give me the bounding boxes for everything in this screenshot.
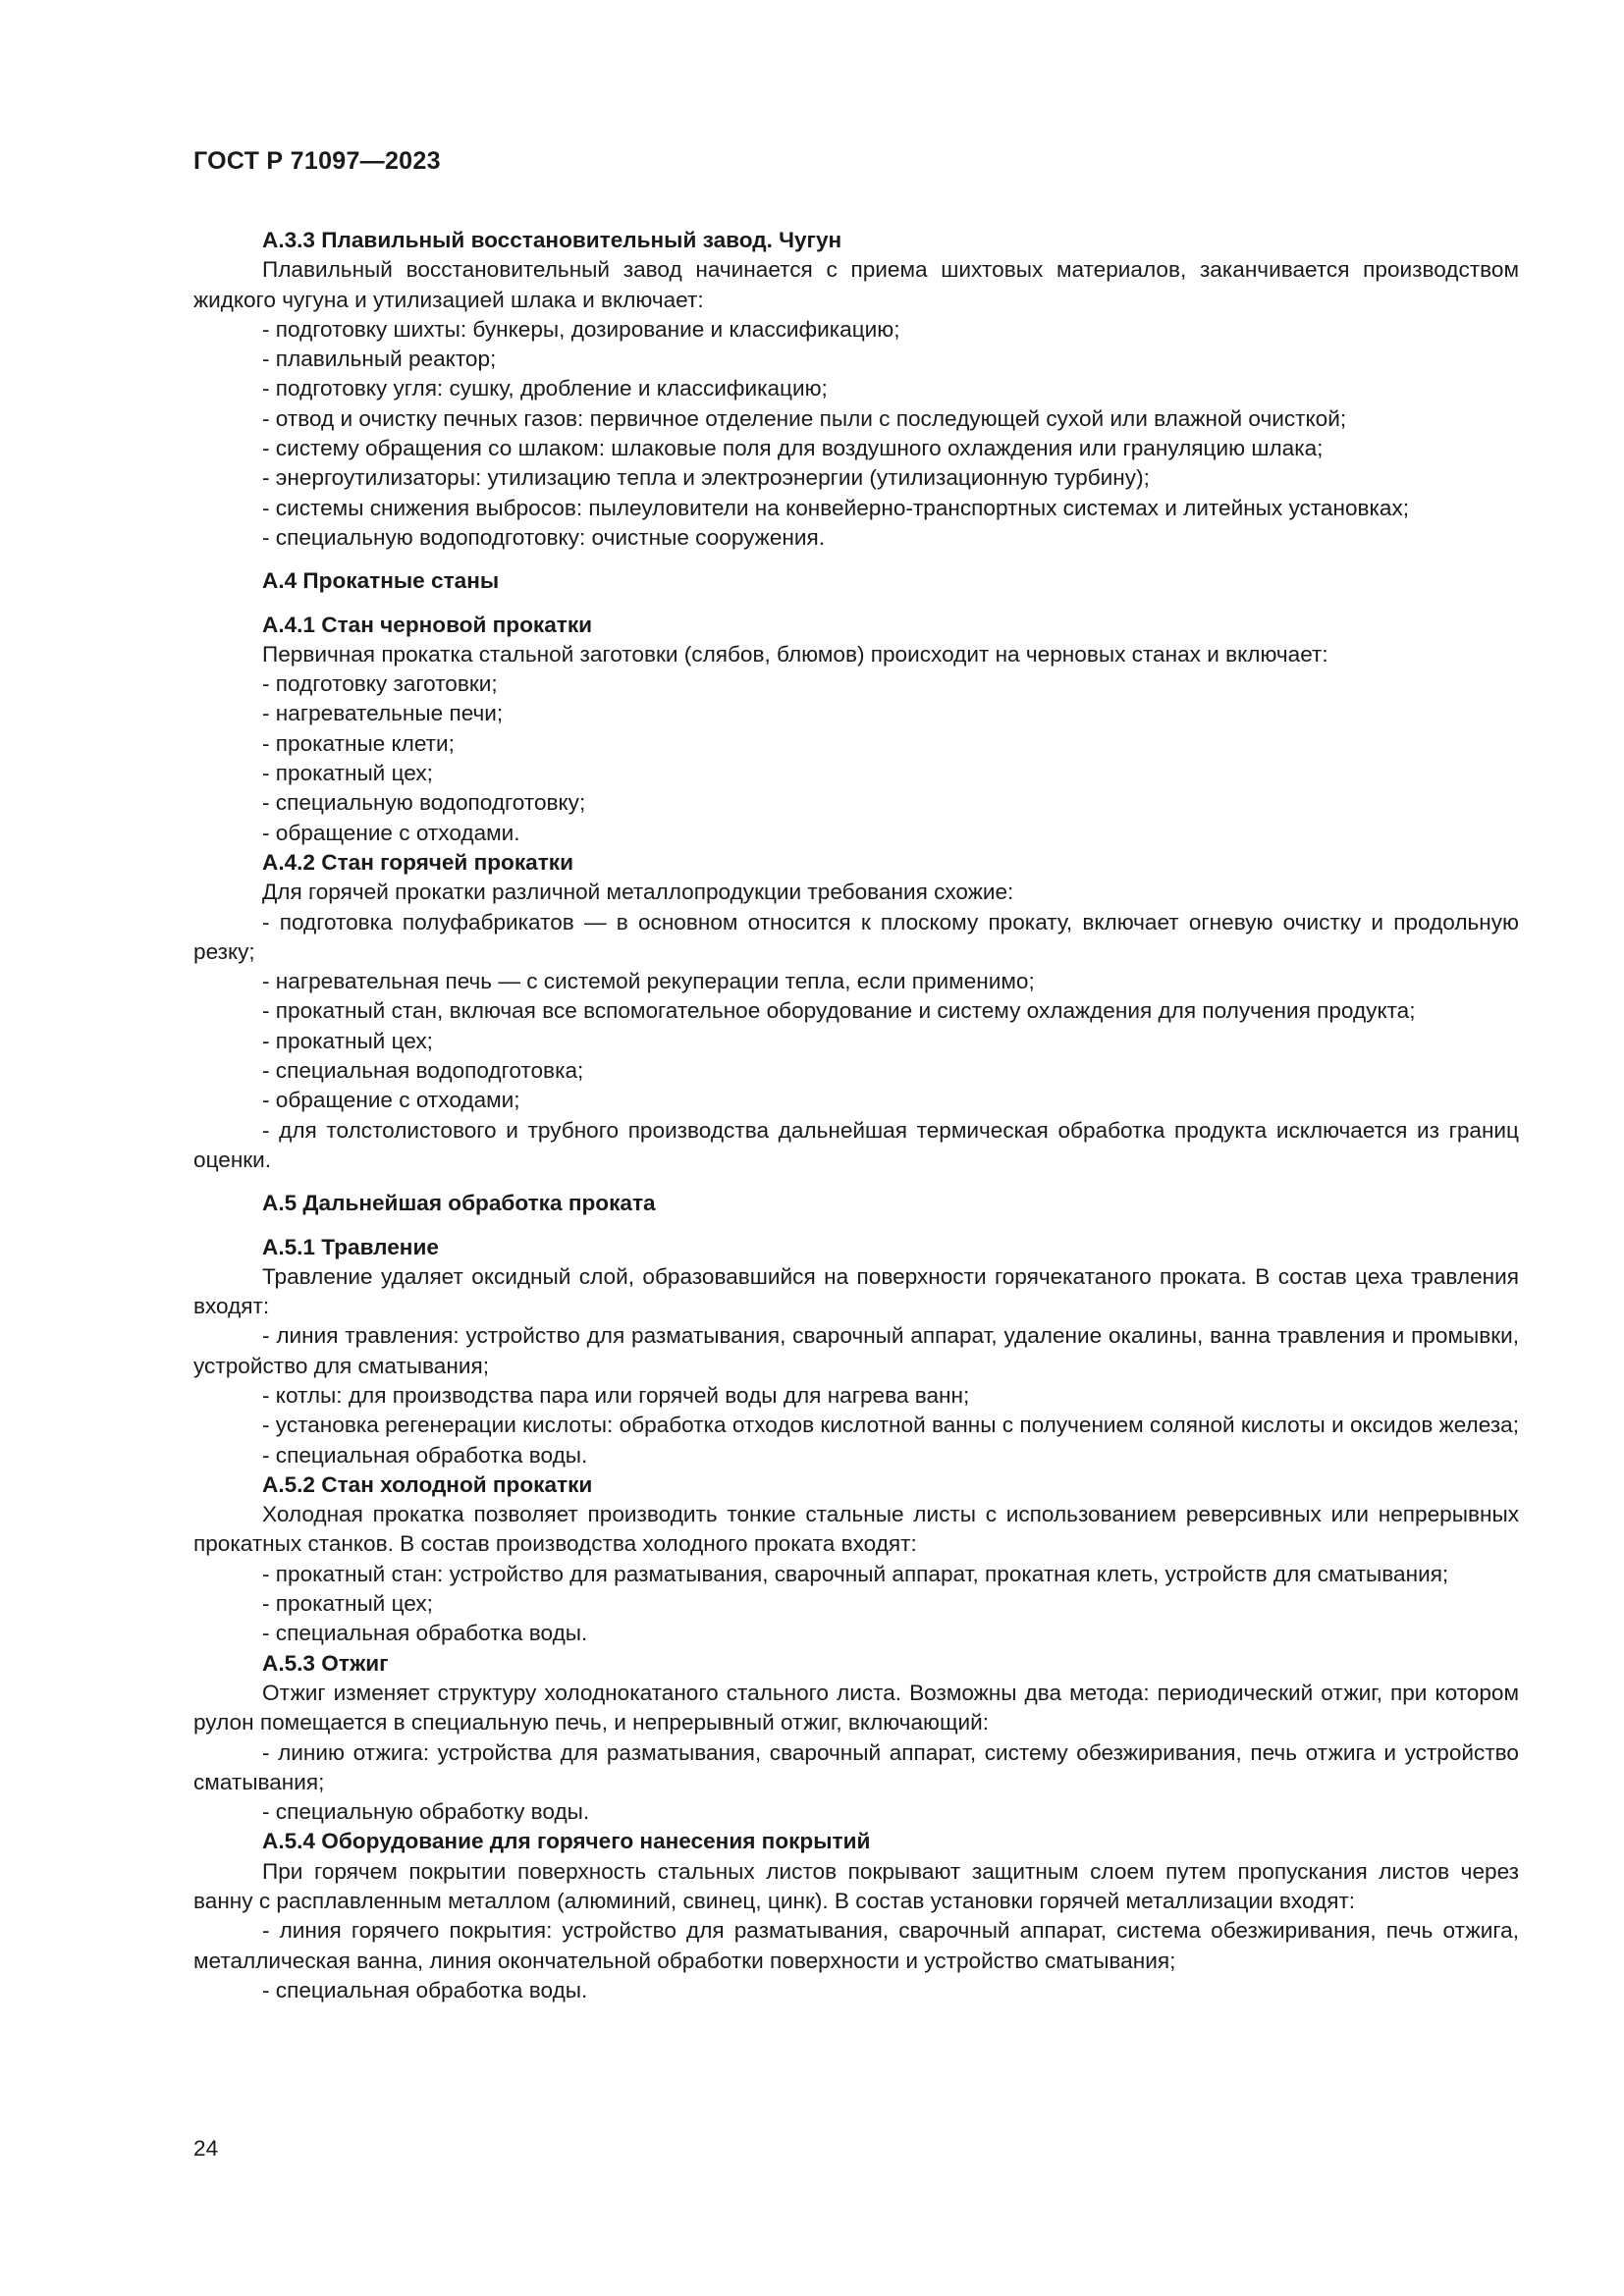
section-heading-a53: А.5.3 Отжиг	[262, 1650, 389, 1676]
list-item: - линию отжига: устройства для разматывания, сварочный аппарат, систему обезжиривания, печь отжига и устройство сматывания;	[193, 1739, 1519, 1794]
list-item: - специальная обработка воды.	[262, 1442, 588, 1468]
section-heading-a4: А.4 Прокатные станы	[262, 568, 500, 594]
section-heading-a51: А.5.1 Травление	[262, 1234, 439, 1259]
list-item: - котлы: для производства пара или горячей воды для нагрева ванн;	[262, 1382, 970, 1408]
list-item: - энергоутилизаторы: утилизацию тепла и электроэнергии (утилизационную турбину);	[262, 465, 1150, 491]
list-item: - прокатный цех;	[262, 1591, 433, 1617]
section-paragraph: При горячем покрытии поверхность стальных листов покрывают защитным слоем путем пропускания листов через ванну с расплавленным металлом (алюминий, свинец, цинк). В состав установки горячей металлизации входят:	[193, 1858, 1519, 1914]
list-item: - установка регенерации кислоты: обработка отходов кислотной ванны с получением соляной кислоты и оксидов железа;	[262, 1413, 1520, 1438]
section-heading-a5: А.5 Дальнейшая обработка проката	[262, 1191, 656, 1216]
list-item: - прокатные клети;	[262, 730, 455, 756]
list-item: - подготовка полуфабрикатов — в основном относится к плоскому прокату, включает огневую очистку и продольную резку;	[193, 909, 1519, 964]
list-item: - специальная водоподготовка;	[262, 1058, 584, 1084]
section-paragraph: Холодная прокатка позволяет производить тонкие стальные листы с использованием реверсивных или непрерывных прокатных станков. В состав производства холодного проката входят:	[193, 1502, 1519, 1557]
page-number: 24	[193, 2136, 219, 2161]
list-item: - обращение с отходами;	[262, 1088, 520, 1113]
section-paragraph: Травление удаляет оксидный слой, образовавшийся на поверхности горячекатаного проката. В состав цеха травления входят:	[193, 1263, 1519, 1319]
section-paragraph: Первичная прокатка стальной заготовки (слябов, блюмов) происходит на черновых станах и включает:	[262, 641, 1328, 667]
list-item: - линия травления: устройство для разматывания, сварочный аппарат, удаление окалины, ванна травления и промывки, устройство для сматывания;	[193, 1323, 1519, 1378]
list-item: - прокатный стан: устройство для разматывания, сварочный аппарат, прокатная клеть, устройств для сматывания;	[262, 1561, 1449, 1586]
list-item: - специальную водоподготовку;	[262, 790, 586, 816]
list-item: - специальная обработка воды.	[262, 1621, 588, 1646]
section-heading-a54: А.5.4 Оборудование для горячего нанесения покрытий	[262, 1829, 871, 1854]
section-heading-a42: А.4.2 Стан горячей прокатки	[262, 849, 573, 875]
section-paragraph: Для горячей прокатки различной металлопродукции требования схожие:	[262, 880, 1014, 905]
section-paragraph: Отжиг изменяет структуру холоднокатаного стального листа. Возможны два метода: периодический отжиг, при котором рулон помещается в специальную печь, и непрерывный отжиг, включающий:	[193, 1680, 1519, 1735]
list-item: - системы снижения выбросов: пылеуловители на конвейерно-транспортных системах и литейных установках;	[262, 495, 1410, 520]
list-item: - прокатный цех;	[262, 1028, 433, 1053]
list-item: - отвод и очистку печных газов: первичное отделение пыли с последующей сухой или влажной очисткой;	[262, 405, 1347, 431]
list-item: - нагревательные печи;	[262, 701, 504, 726]
section-heading-a52: А.5.2 Стан холодной прокатки	[262, 1471, 593, 1497]
list-item: - линия горячего покрытия: устройство для разматывания, сварочный аппарат, система обезжиривания, печь отжига, металлическая ванна, линия окончательной обработки поверхности и устройство сматывания;	[193, 1918, 1519, 1973]
list-item: - нагревательная печь — с системой рекуперации тепла, если применимо;	[262, 969, 1035, 994]
list-item: - специальная обработка воды.	[262, 1977, 588, 2002]
section-heading-a33: А.3.3 Плавильный восстановительный завод. Чугун	[262, 228, 842, 252]
list-item: - обращение с отходами.	[262, 820, 520, 845]
list-item: - систему обращения со шлаком: шлаковые поля для воздушного охлаждения или грануляцию шлака;	[262, 436, 1324, 461]
section-heading-a41: А.4.1 Стан черновой прокатки	[262, 612, 593, 637]
document-body	[193, 226, 1519, 2005]
list-item: - для толстолистового и трубного производства дальнейшая термическая обработка продукта исключается из границ оценки.	[193, 1117, 1519, 1172]
list-item: - прокатный цех;	[262, 761, 433, 786]
list-item: - подготовку заготовки;	[262, 671, 498, 697]
list-item: - специальную обработку воды.	[262, 1799, 590, 1825]
list-item: - подготовку шихты: бункеры, дозирование и классификацию;	[262, 316, 900, 342]
list-item: - плавильный реактор;	[262, 347, 497, 372]
list-item: - прокатный стан, включая все вспомогательное оборудование и систему охлаждения для получения продукта;	[262, 998, 1416, 1024]
section-paragraph: Плавильный восстановительный завод начинается с приема шихтовых материалов, заканчивается производством жидкого чугуна и утилизацией шлака и включает:	[193, 257, 1519, 312]
document-header: ГОСТ Р 71097—2023	[193, 147, 441, 175]
list-item: - подготовку угля: сушку, дробление и классификацию;	[262, 376, 828, 401]
list-item: - специальную водоподготовку: очистные сооружения.	[262, 524, 825, 550]
